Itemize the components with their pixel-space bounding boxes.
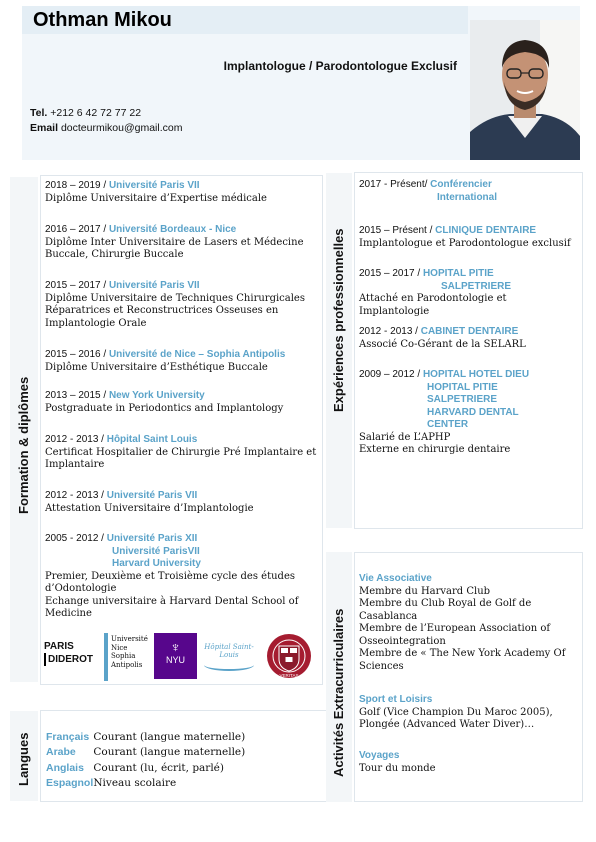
activites-section-label: Activités Extracurriculaires	[331, 608, 346, 777]
phone-line	[30, 106, 182, 121]
nice-university-logo	[104, 633, 157, 681]
logo-text: Université	[111, 635, 148, 643]
logo-wave	[204, 659, 254, 671]
paris-diderot-logo	[44, 633, 100, 686]
nyu-logo	[154, 633, 197, 679]
logo-text: Hôpital Saint-Louis	[204, 643, 254, 659]
logo-text: Nice	[111, 643, 128, 652]
phone-value: +212 6 42 72 77 22	[50, 107, 142, 119]
entry-place: Conférencier	[430, 179, 492, 190]
voyages-text: Tour du monde	[359, 762, 436, 774]
entry-place: CLINIQUE DENTAIRE	[435, 225, 537, 236]
entry-text-2: Externe en chirurgie dentaire	[359, 444, 511, 455]
sport-text: Golf (Vice Champion Du Maroc 2005), Plongée (Advanced Water Diver)…	[359, 706, 553, 730]
language-name: Français	[46, 731, 90, 743]
voyages-title: Voyages	[359, 750, 400, 761]
language-name: Espagnol	[46, 777, 94, 789]
entry-years: 2009 – 2012 /	[359, 369, 423, 380]
entry-place: CABINET DENTAIRE	[420, 326, 519, 337]
experience-entry	[359, 179, 579, 204]
candidate-name: Othman Mikou	[33, 9, 172, 31]
experience-entry	[359, 268, 579, 318]
entry-place-3: SALPETRIERE	[427, 394, 498, 405]
voyages-block	[359, 750, 577, 775]
entry-years: 2012 - 2013 /	[45, 434, 107, 445]
saint-louis-logo	[200, 633, 258, 689]
entry-place: HOPITAL HOTEL DIEU	[422, 369, 530, 380]
email-line	[30, 121, 182, 136]
entry-school: New York University	[108, 390, 205, 401]
formation-section-label: Formation & diplômes	[16, 376, 31, 514]
entry-text: Implantologue et Parodontologue exclusif	[359, 237, 571, 249]
contact-block	[30, 106, 182, 136]
entry-years: 2018 – 2019 /	[45, 180, 109, 191]
language-row	[46, 745, 245, 760]
logo-text: DIDEROT	[44, 653, 100, 666]
associative-line: Membre du Club Royal de Golf de Casablanca	[359, 598, 532, 622]
phone-label: Tel.	[30, 107, 48, 119]
entry-text: Diplôme Universitaire d’Expertise médicale	[45, 192, 267, 204]
entry-school-2: Université ParisVII	[112, 545, 200, 557]
profile-photo	[470, 20, 580, 160]
experience-entry	[359, 369, 579, 457]
language-level: Courant (langue maternelle)	[93, 746, 246, 758]
entry-years: 2005 - 2012 /	[45, 533, 107, 544]
language-name: Anglais	[46, 762, 84, 774]
language-row	[46, 776, 176, 791]
formation-entry	[45, 533, 317, 621]
associative-line: Membre de l’European Association of Osseointegration	[359, 623, 551, 647]
associative-line: Membre du Harvard Club	[359, 585, 491, 597]
entry-school: Université de Nice – Sophia Antipolis	[108, 349, 286, 360]
formation-entry	[45, 349, 321, 374]
entry-place-2: International	[437, 191, 498, 203]
entry-school-3: Harvard University	[112, 558, 201, 569]
entry-text: Attaché en Parodontologie et Implantologie	[359, 293, 507, 317]
entry-text: Postgraduate in Periodontics and Implantology	[45, 402, 284, 414]
formation-entry	[45, 224, 317, 262]
entry-text: Attestation Universitaire d’Implantologie	[45, 502, 254, 514]
entry-text: Salarié de L’APHP	[359, 431, 451, 443]
entry-years: 2016 – 2017 /	[45, 224, 109, 235]
entry-school: Université Paris VII	[108, 180, 200, 191]
torch-icon: ♆	[170, 639, 181, 655]
associative-line: Membre de « The New York Academy Of Sciences	[359, 648, 566, 672]
entry-school: Université Paris VII	[108, 280, 200, 291]
entry-text: Certificat Hospitalier de Chirurgie Pré Implantaire et Implantaire	[45, 446, 317, 470]
language-row	[46, 730, 245, 745]
entry-years: 2013 – 2015 /	[45, 390, 109, 401]
entry-school: Université Paris XII	[106, 533, 198, 544]
language-level: Niveau scolaire	[93, 777, 177, 789]
email-label: Email	[30, 122, 59, 134]
entry-years: 2017 - Présent/	[359, 179, 431, 190]
logo-text: NYU	[165, 655, 185, 665]
formation-entry	[45, 490, 317, 515]
entry-text: Premier, Deuxième et Troisième cycle des études d’Odontologie	[45, 570, 295, 594]
entry-years: 2015 – 2017 /	[45, 280, 109, 291]
logo-text: VERITAS	[279, 673, 299, 678]
experience-entry	[359, 326, 579, 351]
entry-years: 2015 – 2017 /	[359, 268, 423, 279]
language-level: Courant (lu, écrit, parlé)	[93, 762, 224, 774]
sport-title: Sport et Loisirs	[359, 694, 433, 705]
harvard-logo	[266, 633, 312, 679]
harvard-shield-icon	[266, 633, 312, 679]
language-row	[46, 761, 224, 776]
logo-text: PARIS	[44, 641, 74, 652]
entry-place-5: CENTER	[427, 419, 469, 430]
experience-entry	[359, 225, 579, 250]
entry-text: Associé Co-Gérant de la SELARL	[359, 338, 526, 350]
entry-text-2: Echange universitaire à Harvard Dental School of Medicine	[45, 595, 299, 619]
entry-school: Université Paris VII	[106, 490, 198, 501]
entry-school: Université Bordeaux - Nice	[108, 224, 237, 235]
entry-place-2: SALPETRIERE	[441, 280, 512, 292]
associative-title: Vie Associative	[359, 573, 432, 584]
formation-entry	[45, 280, 317, 330]
entry-years: 2012 - 2013 /	[45, 490, 107, 501]
language-level: Courant (langue maternelle)	[93, 731, 246, 743]
entry-text: Diplôme Inter Universitaire de Lasers et Médecine Buccale, Chirurgie Buccale	[45, 236, 304, 260]
entry-text: Diplôme Universitaire de Techniques Chirurgicales Réparatrices et Reconstructrices Osseuses en Implantologie Orale	[45, 292, 305, 329]
formation-entry	[45, 434, 317, 472]
sport-block	[359, 694, 577, 732]
entry-place-4: HARVARD DENTAL	[427, 406, 519, 418]
experiences-section-label: Expériences professionnelles	[331, 228, 346, 412]
entry-place: HOPITAL PITIE	[422, 268, 494, 279]
entry-text: Diplôme Universitaire d’Esthétique Buccale	[45, 361, 268, 373]
job-title: Implantologue / Parodontologue Exclusif	[223, 59, 457, 73]
entry-years: 2015 – 2016 /	[45, 349, 109, 360]
entry-school: Hôpital Saint Louis	[106, 434, 198, 445]
logo-text: Sophia Antipolis	[111, 652, 143, 669]
entry-years: 2012 - 2013 /	[359, 326, 421, 337]
language-name: Arabe	[46, 746, 76, 758]
formation-entry	[45, 390, 317, 415]
email-value: docteurmikou@gmail.com	[60, 122, 183, 134]
associative-block	[359, 573, 577, 673]
entry-years: 2015 – Présent /	[359, 225, 436, 236]
entry-place-2: HOPITAL PITIE	[427, 381, 498, 393]
formation-entry	[45, 180, 317, 205]
langues-section-label: Langues	[16, 732, 31, 786]
